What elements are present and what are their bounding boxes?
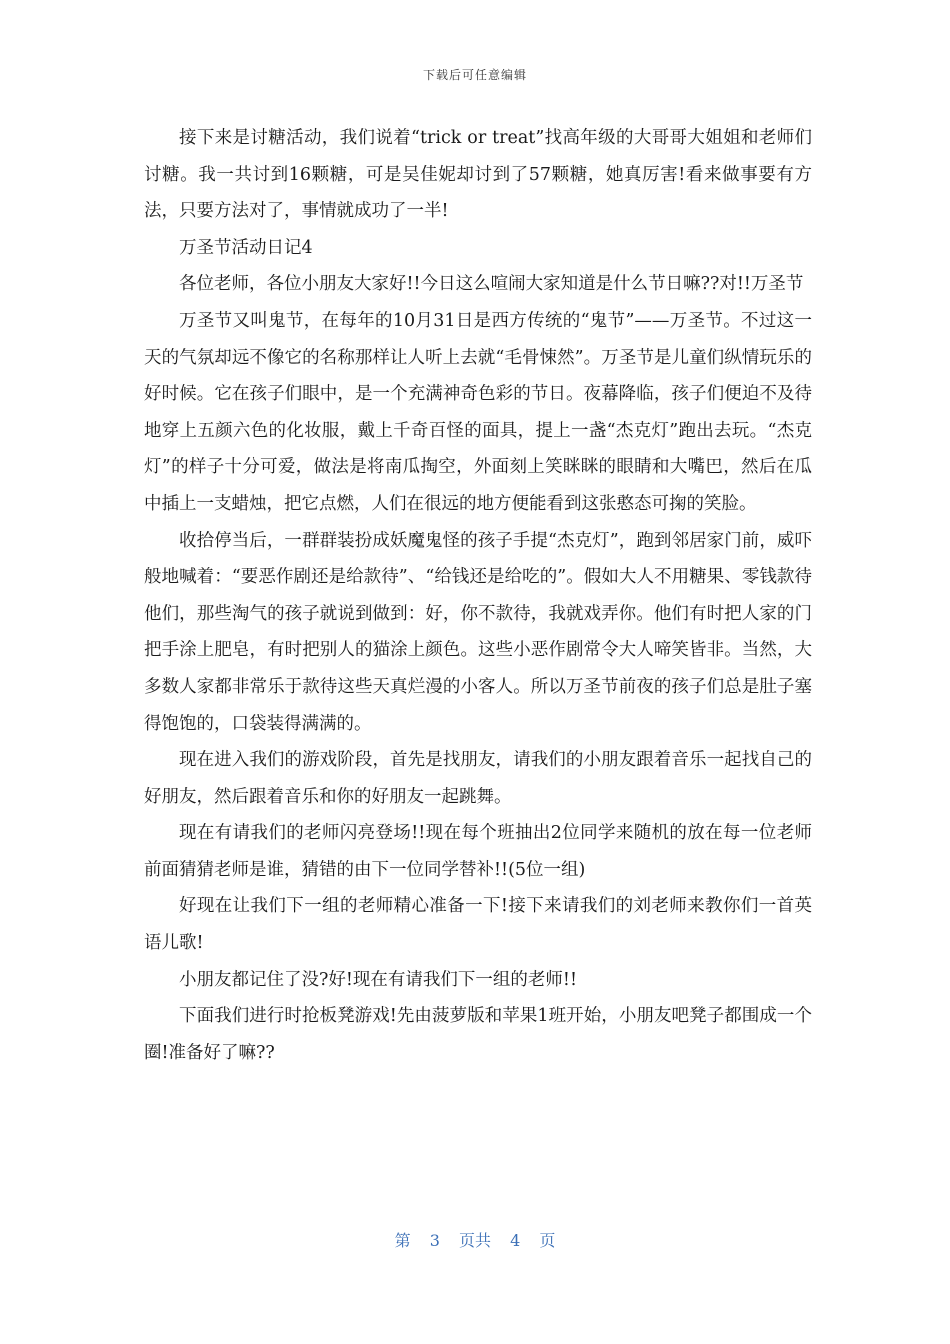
footer-page-number: 3 <box>429 1231 440 1250</box>
paragraph-next-group: 小朋友都记住了没?好!现在有请我们下一组的老师!! <box>179 969 577 990</box>
document-body <box>144 120 812 1071</box>
footer-middle: 页共 <box>458 1231 491 1250</box>
page-footer <box>0 1228 950 1251</box>
paragraph-halloween-intro: 万圣节又叫鬼节，在每年的10月31日是西方传统的“鬼节”——万圣节。不过这一天的气氛却远不像它的名称那样让人听上去就“毛骨悚然”。万圣节是儿童们纵情玩乐的好时候。它在孩子们眼中，是一个充满神奇色彩的节日。夜幕降临，孩子们便迫不及待地穿上五颜六色的化妆服，戴上千奇百怪的面具，提上一盏“杰克灯”跑出去玩。“杰克灯”的样子十分可爱，做法是将南瓜掏空，外面刻上笑眯眯的眼睛和大嘴巴，然后在瓜中插上一支蜡烛，把它点燃，人们在很远的地方便能看到这张憨态可掬的笑脸。 <box>144 310 812 514</box>
paragraph-trick-or-treat: 收拾停当后，一群群装扮成妖魔鬼怪的孩子手提“杰克灯”，跑到邻居家门前，威吓般地喊着：“要恶作剧还是给款待”、“给钱还是给吃的”。假如大人不用糖果、零钱款待他们，那些淘气的孩子就说到做到：好，你不款待，我就戏弄你。他们有时把人家的门把手涂上肥皂，有时把别人的猫涂上颜色。这些小恶作剧常令大人啼笑皆非。当然，大多数人家都非常乐于款待这些天真烂漫的小客人。所以万圣节前夜的孩子们总是肚子塞得饱饱的，口袋装得满满的。 <box>144 530 812 734</box>
paragraph-english-song: 好现在让我们下一组的老师精心准备一下!接下来请我们的刘老师来教你们一首英语儿歌! <box>144 896 812 954</box>
paragraph-guess-teacher: 现在有请我们的老师闪亮登场!!现在每个班抽出2位同学来随机的放在每一位老师前面猜猜老师是谁，猜错的由下一位同学替补!!(5位一组) <box>144 823 812 880</box>
page-header: 下载后可任意编辑 <box>422 68 527 82</box>
footer-total-pages: 4 <box>510 1231 521 1250</box>
footer-prefix: 第 <box>394 1231 411 1250</box>
paragraph-musical-chairs: 下面我们进行时抢板凳游戏!先由菠萝版和苹果1班开始，小朋友吧凳子都围成一个圈!准备好了嘛?? <box>144 1006 812 1063</box>
section-title: 万圣节活动日记4 <box>179 237 313 258</box>
paragraph-greeting: 各位老师，各位小朋友大家好!!今日这么喧闹大家知道是什么节日嘛??对!!万圣节 <box>179 274 804 295</box>
paragraph-candy: 接下来是讨糖活动，我们说着“trick or treat”找高年级的大哥哥大姐姐和老师们讨糖。我一共讨到16颗糖，可是吴佳妮却讨到了57颗糖，她真厉害!看来做事要有方法，只要方法对了，事情就成功了一半! <box>144 128 812 222</box>
paragraph-find-friends: 现在进入我们的游戏阶段，首先是找朋友，请我们的小朋友跟着音乐一起找自己的好朋友，然后跟着音乐和你的好朋友一起跳舞。 <box>144 750 812 807</box>
footer-suffix: 页 <box>539 1231 556 1250</box>
